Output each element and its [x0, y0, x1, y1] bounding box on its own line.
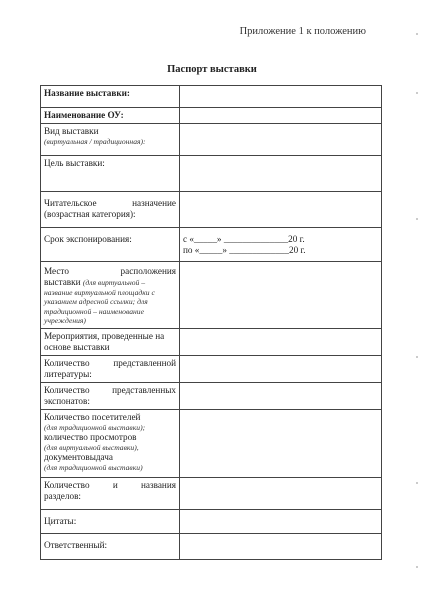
scan-speck — [416, 566, 418, 568]
label-exhibition-name: Название выставки: — [41, 86, 180, 108]
note-location-4: традиционной – наименование — [44, 306, 144, 316]
note-exhibition-type: (виртуальная / традиционная): — [44, 137, 146, 146]
value-exhibition-name[interactable] — [180, 86, 382, 108]
value-quotes[interactable] — [180, 509, 382, 533]
label-visitors-3: документовыдача — [44, 452, 113, 463]
value-exhibition-period[interactable] — [180, 228, 382, 262]
label-visitors-count-cell — [41, 409, 180, 477]
row-exhibition-type — [41, 124, 382, 156]
label-visitors-1: Количество посетителей — [44, 411, 141, 422]
label-sections-2: разделов: — [44, 490, 81, 501]
note-location-1: (для виртуальной – — [82, 278, 145, 287]
scan-edge-marks — [408, 0, 418, 599]
value-events[interactable] — [180, 328, 382, 355]
row-exhibition-name — [41, 86, 382, 108]
period-from-line: с «_____» ______________20 г. — [183, 234, 305, 244]
label-location-1: Место расположения — [44, 266, 176, 276]
exhibition-passport-table — [40, 85, 382, 560]
scan-speck — [416, 33, 418, 35]
label-reader-target-1: Читательское назначение — [44, 198, 176, 208]
label-location-2: выставки — [44, 277, 81, 287]
label-reader-target-cell — [41, 192, 180, 228]
appendix-reference: Приложение 1 к положению — [239, 26, 366, 37]
note-visitors-2: (для виртуальной выставки), — [44, 443, 139, 453]
label-exhibits-count-2: экспонатов: — [44, 395, 90, 406]
label-literature-count-1: Количество представленной — [44, 357, 176, 368]
note-location-3: указанием адресной ссылки; для — [44, 297, 148, 307]
row-responsible — [41, 533, 382, 559]
row-reader-target — [41, 192, 382, 228]
label-quotes: Цитаты: — [41, 509, 180, 533]
scan-speck — [416, 356, 418, 358]
note-location-2: название виртуальной площадки с — [44, 288, 155, 297]
row-quotes — [41, 509, 382, 533]
period-to-line: по «_____» _____________20 г. — [183, 245, 306, 255]
label-responsible: Ответственный: — [41, 533, 180, 559]
value-exhibition-goal[interactable] — [180, 156, 382, 192]
label-organization-name: Наименование ОУ: — [41, 108, 180, 124]
value-organization-name[interactable] — [180, 108, 382, 124]
label-literature-count-cell — [41, 355, 180, 382]
row-organization-name — [41, 108, 382, 124]
label-exhibition-period: Срок экспонирования: — [41, 228, 180, 262]
row-exhibits-count — [41, 382, 382, 409]
label-events-2: основе выставки — [44, 341, 110, 352]
row-exhibition-location — [41, 262, 382, 329]
label-reader-target-2: (возрастная категория): — [44, 209, 136, 219]
value-exhibition-location[interactable] — [180, 262, 382, 329]
label-exhibition-goal: Цель выставки: — [41, 156, 180, 192]
label-exhibits-count-cell — [41, 382, 180, 409]
note-visitors-3: (для традиционной выставки) — [44, 463, 143, 473]
label-literature-count-2: литературы: — [44, 368, 92, 379]
value-visitors-count[interactable] — [180, 409, 382, 477]
document-title: Паспорт выставки — [167, 64, 257, 75]
value-exhibition-type[interactable] — [180, 124, 382, 156]
scan-speck — [416, 482, 418, 484]
value-sections[interactable] — [180, 477, 382, 509]
label-exhibits-count-1: Количество представленных — [44, 384, 176, 395]
row-exhibition-goal — [41, 156, 382, 192]
label-sections-cell — [41, 477, 180, 509]
label-sections-1: Количество и названия — [44, 479, 176, 490]
row-sections — [41, 477, 382, 509]
value-exhibits-count[interactable] — [180, 382, 382, 409]
row-events — [41, 328, 382, 355]
label-exhibition-type: Вид выставки — [44, 126, 99, 136]
scan-speck — [416, 218, 418, 220]
row-exhibition-period — [41, 228, 382, 262]
row-visitors-count — [41, 409, 382, 477]
scan-speck — [416, 92, 418, 94]
row-literature-count — [41, 355, 382, 382]
value-reader-target[interactable] — [180, 192, 382, 228]
value-responsible[interactable] — [180, 533, 382, 559]
label-events-cell — [41, 328, 180, 355]
label-exhibition-location-cell — [41, 262, 180, 329]
label-exhibition-type-cell — [41, 124, 180, 156]
label-visitors-2: количество просмотров — [44, 432, 137, 443]
label-events-1: Мероприятия, проведенные на — [44, 330, 165, 341]
note-visitors-1: (для традиционной выставки); — [44, 422, 146, 432]
value-literature-count[interactable] — [180, 355, 382, 382]
note-location-5: учреждения) — [44, 316, 86, 326]
